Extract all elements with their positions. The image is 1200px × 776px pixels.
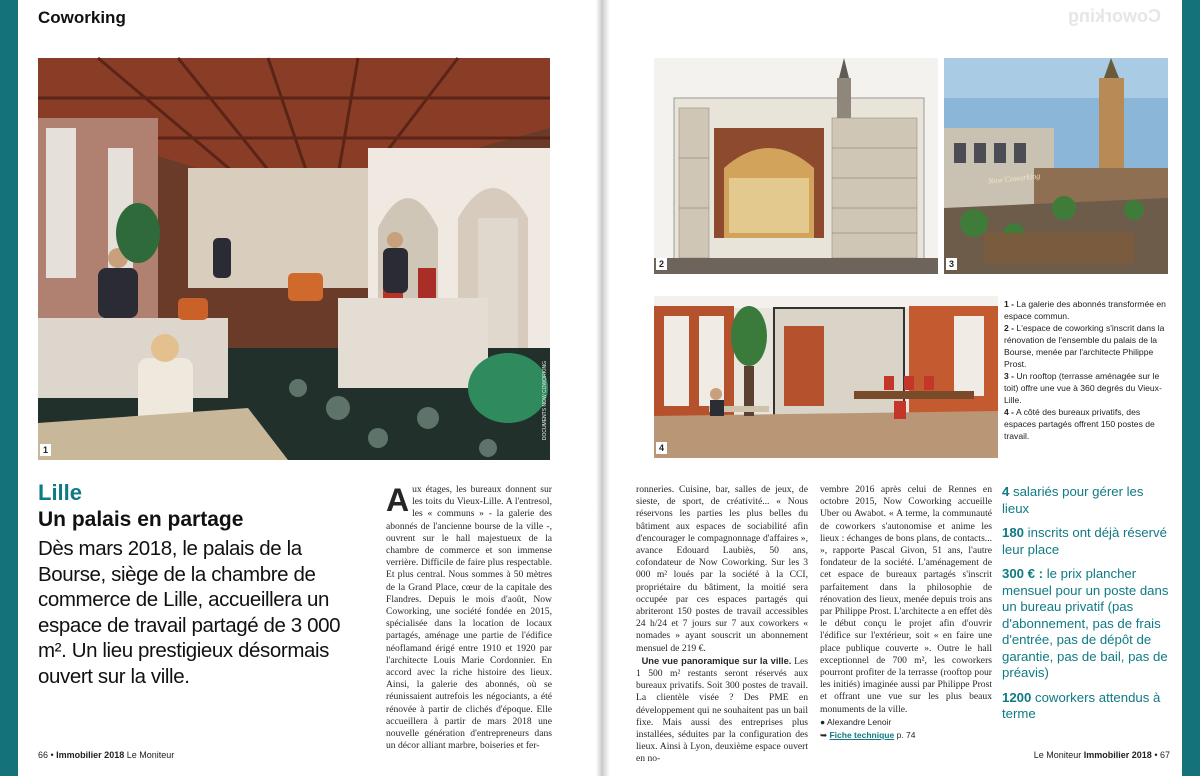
- article-column-1: Aux étages, les bureaux donnent sur les toits du Vieux-Lille. A l'entresol, les « communs » - la galerie des abonnés de l'ancienne bourse de la ville -, ouvrent sur le hall majestueux de la chambre de commerce et son immense verrière. Difficile de faire plus respectable. Et plus central. Nous sommes à 50 mètres de la Grand Place, cœur de la capitale des Flandres. Depuis le mois d'août, Now Coworking, une société fondée en 2015, spécialisée dans la location de locaux partagés, aménage une partie de l'édifice néoflamand érigé entre 1910 et 1920 par l'architecte Louis Marie Cordonnier. En accord avec la riche histoire des lieux. Ainsi, la galerie des abonnés, où se réunissaient autrefois les négociants, a été rénovée à partir de clichés d'époque. Elle accueillera à partir de mars 2018 une nouvelle génération d'entrepreneurs dans un décor alliant marbre, boiseries et fer-: [386, 482, 552, 752]
- page-number: 66: [38, 750, 49, 760]
- key-figures: [1002, 484, 1170, 731]
- workspace-illustration: [654, 296, 998, 458]
- page-number: 67: [1159, 750, 1170, 760]
- stat-registered: 180 inscrits ont déjà réservé leur place: [1002, 525, 1167, 557]
- stat-staff: 4 salariés pour gérer les lieux: [1002, 484, 1144, 516]
- photo-4-number: 4: [656, 442, 667, 454]
- photo-3-number: 3: [946, 258, 957, 270]
- rooftop-sign: Now Coworking: [987, 171, 1041, 186]
- folio-left: 66 • Immobilier 2018 Le Moniteur: [38, 750, 175, 760]
- photo-3-rooftop: [944, 58, 1168, 274]
- photo-4-open-space: [654, 296, 998, 458]
- fiche-technique-link[interactable]: ➥ Fiche technique p. 74: [820, 730, 916, 741]
- stat-coworkers: 1200 coworkers attendus à terme: [1002, 689, 1161, 721]
- caption-4: 4 - A côté des bureaux privatifs, des espaces partagés offrent 150 postes de travail.: [1004, 407, 1155, 441]
- section-title: Coworking: [38, 8, 126, 27]
- caption-3: 3 - Un rooftop (terrasse aménagée sur le toit) offre une vue à 360 degrés du Vieux-Lille.: [1004, 371, 1162, 405]
- folio-right: Le Moniteur Immobilier 2018 • 67: [1033, 750, 1170, 760]
- lede: Dès mars 2018, le palais de la Bourse, siège de la chambre de commerce de Lille, accueillera un espace de travail partagé de 3 000 m². Un lieu prestigieux désormais ouvert sur la ville.: [38, 537, 341, 688]
- stat-price: 300 € : le prix plancher mensuel pour un poste dans un bureau privatif (pas d'abonnement, pas de frais d'entrée, pas de dépôt de garantie, pas de bail, pas de préavis): [1002, 566, 1169, 680]
- photo-1-gallery: [38, 58, 550, 460]
- right-edge-stripe: [1182, 0, 1200, 776]
- caption-1: 1 - La galerie des abonnés transformée en espace commun.: [1004, 299, 1166, 321]
- rooftop-illustration: [944, 58, 1168, 274]
- article-column-2: ronneries. Cuisine, bar, salles de jeux, de sieste, de sport, de créativité... « Nous réservons les parties les plus belles du bâtiment aux espaces de sociabilité afin d'encourager le compagnonnage d'affaires », avance Edouard Laubiès, 50 ans, cofondateur de Now Coworking. Sur les 3 000 m² loués par la société à la CCI, propriétaire du bâtiment, la moitié sera occupée par ces espaces partagés qui abriteront 150 postes de travail accessibles 24 h/24 et 7 jours sur 7 aux coworkers « nomades » ayant souscrit un abonnement mensuel de 219 €. Une vue panoramique sur la ville. Les 1 500 m² restants seront réservés aux bureaux privatifs. Soit 300 postes de travail. La clientèle visée ? Des PME en développement qui ne souhaitent pas un bail fixe. Mais aussi des entreprises plus installées, séduites par la configuration des lieux. Ainsi à Lyon, deuxième espace ouvert en no-: [636, 484, 808, 765]
- right-page: [606, 0, 1200, 776]
- photo-2-section: [654, 58, 938, 274]
- building-cutaway: [654, 58, 938, 274]
- photo-2-number: 2: [656, 258, 667, 270]
- photo-credit: DOCUMENTS NOW COWORKING: [542, 360, 548, 440]
- article-column-3: vembre 2016 après celui de Rennes en octobre 2015, Now Coworking accueille Uber ou Awabot. « A terme, la communauté de coworkers s'autonomise et anime les lieux : échanges de bons plans, de contacts... », rapporte Pascal Givon, 51 ans, l'autre fondateur de la société. L'aménagement de cet espace de bureaux partagés s'inscrit parfaitement dans la philosophie de rénovation des lieux, menée depuis trois ans par Philippe Prost. L'architecte a en effet dès le début conçu le projet afin d'ouvrir l'édifice sur l'extérieur, soit « en faire une place publique couverte ». Outre le hall exceptionnel de 700 m², les coworkers pourront profiter de la terrasse (rooftop pour les initiés) imaginée aussi par Philippe Prost et offrant une vue sur les plus beaux monuments de la ville. ● Alexandre Lenoir ➥ Fiche technique p. 74: [820, 484, 992, 741]
- left-edge-stripe: [0, 0, 18, 776]
- gallery-illustration: [38, 58, 550, 460]
- photo-1-number: 1: [40, 444, 51, 456]
- author-line: ● Alexandre Lenoir: [820, 716, 892, 727]
- ghost-section-title: Coworking: [1068, 6, 1161, 26]
- city-label: Lille: [38, 480, 83, 505]
- subhead: Une vue panoramique sur la ville.: [641, 655, 792, 666]
- drop-cap: A: [386, 482, 410, 518]
- caption-2: 2 - L'espace de coworking s'inscrit dans la rénovation de l'ensemble du palais de la Bourse, menée par l'architecte Philippe Prost.: [1004, 323, 1165, 369]
- photo-captions: [1004, 298, 1170, 442]
- headline: Un palais en partage: [38, 508, 244, 531]
